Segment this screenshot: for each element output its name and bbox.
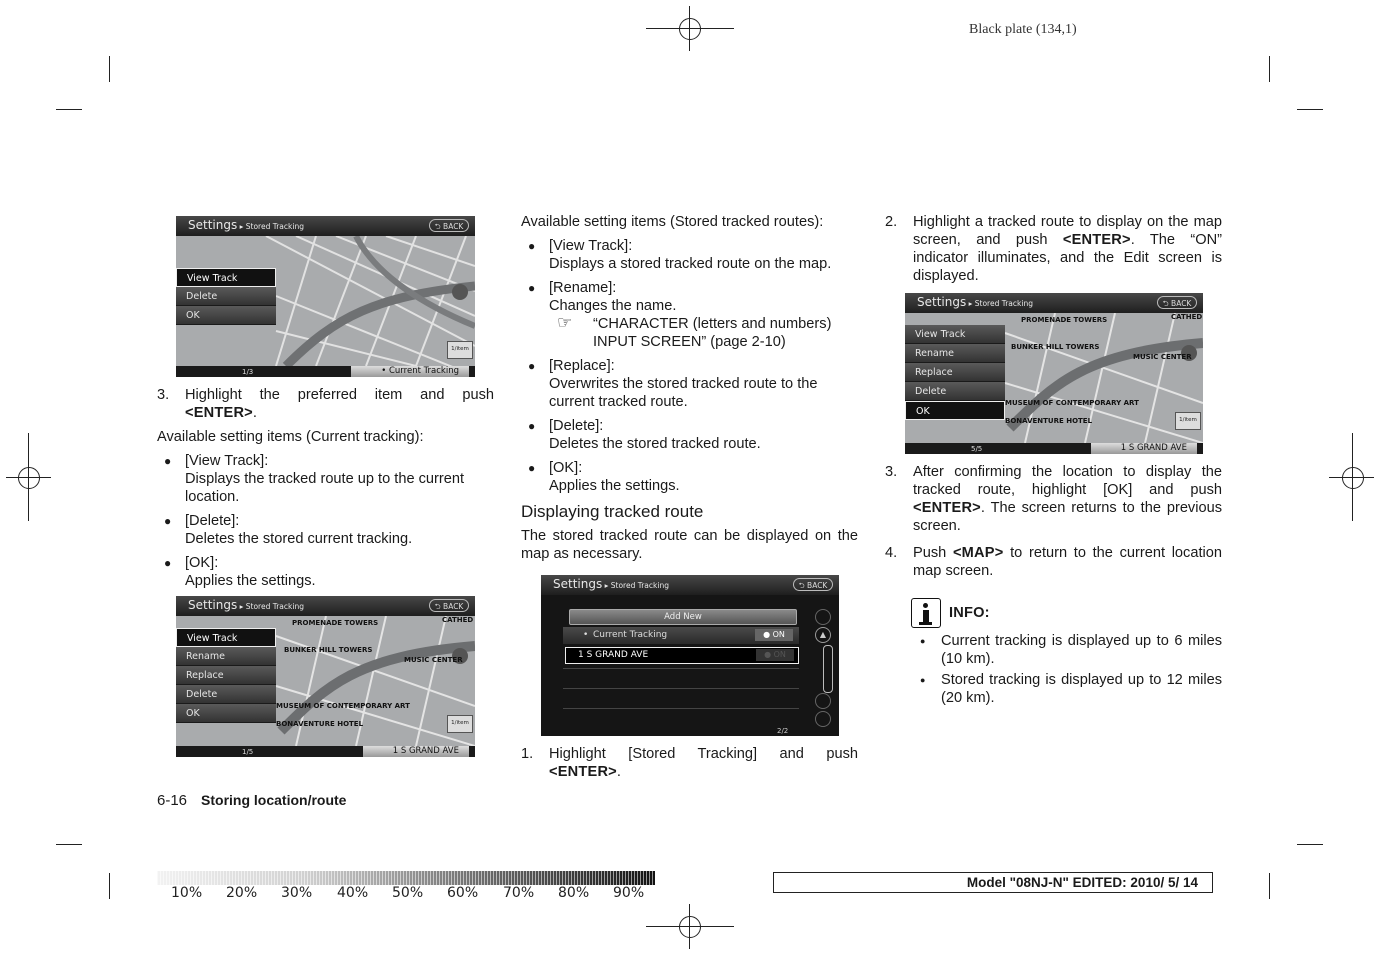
- menu-item-replace[interactable]: Replace: [176, 666, 276, 685]
- section-title: Storing location/route: [201, 792, 347, 808]
- menu-item-view-track[interactable]: View Track: [176, 268, 276, 287]
- column-2: [521, 213, 858, 563]
- step-3-stored: 3. After confirming the location to display the tracked route, highlight [OK] and push <ENTER>. The screen returns to the previous screen.: [885, 464, 1222, 534]
- reference-link[interactable]: “CHARACTER (letters and numbers) INPUT SCREEN” (page 2-10): [593, 316, 832, 350]
- screen-title: Settings: [188, 218, 238, 232]
- info-item: ● Current tracking is displayed up to 6 miles (10 km).: [920, 633, 1222, 667]
- list-row-selected[interactable]: 1 S GRAND AVE ● ON: [565, 647, 799, 664]
- column-3-bottom: [885, 463, 1222, 707]
- screen-header: Settings ▸ Stored Tracking ⮌ BACK: [176, 216, 475, 236]
- info-icon: [911, 598, 941, 628]
- menu-item-view-track[interactable]: View Track: [905, 325, 1005, 344]
- scale-label: 20%: [226, 885, 258, 901]
- scale-label: 60%: [447, 885, 479, 901]
- column-1: [157, 386, 494, 590]
- scroll-up-icon[interactable]: ▲: [815, 627, 831, 643]
- on-indicator: ● ON: [756, 649, 794, 661]
- info-item: ● Stored tracking is displayed up to 12 miles (20 km).: [920, 672, 1222, 706]
- screen-header: Settings ▸ Stored Tracking ⮌ BACK: [176, 596, 475, 616]
- scale-label: 30%: [281, 885, 313, 901]
- screen-stored-track-menu: [176, 596, 475, 757]
- list-separator: [563, 668, 799, 669]
- item-icon: 1/item: [447, 715, 473, 733]
- density-scale: [157, 885, 655, 903]
- menu-item-ok[interactable]: OK: [905, 401, 1005, 420]
- section-heading: Displaying tracked route: [521, 502, 704, 521]
- page-indicator: 1/5: [242, 748, 254, 756]
- add-new-button[interactable]: Add New: [569, 609, 797, 625]
- list-separator: [563, 688, 799, 689]
- menu-item-delete[interactable]: Delete: [176, 685, 276, 704]
- scale-label: 90%: [613, 885, 645, 901]
- back-button[interactable]: ⮌ BACK: [793, 578, 833, 591]
- scale-label: 70%: [503, 885, 535, 901]
- map-label: BONAVENTURE HOTEL: [1005, 417, 1093, 425]
- menu-item-view-track[interactable]: View Track: [176, 628, 276, 647]
- screen-menu: [176, 268, 276, 325]
- plate-label: Black plate (134,1): [969, 22, 1077, 37]
- map-label: CATHED: [442, 616, 474, 624]
- map-label: BONAVENTURE HOTEL: [276, 720, 364, 728]
- step-3-current: 3. Highlight the preferred item and push <ENTER>.: [157, 387, 494, 421]
- map-label: MUSIC CENTER: [404, 656, 463, 664]
- screen-title: Settings: [917, 295, 967, 309]
- map-label: PROMENADE TOWERS: [292, 619, 379, 627]
- list-item: ● [Rename]: Changes the name. ☞ “CHARACTER (letters and numbers) INPUT SCREEN” (page 2-10): [521, 279, 858, 351]
- screen-menu: [176, 628, 276, 723]
- scrollbar[interactable]: [823, 645, 833, 693]
- page-indicator: 5/5: [971, 445, 983, 453]
- item-icon: 1/item: [447, 341, 473, 359]
- screen-current-tracking-menu: [176, 216, 475, 377]
- step-2: 2. Highlight a tracked route to display on the map screen, and push <ENTER>. The “ON” indicator illuminates, and the Edit screen is displayed.: [885, 214, 1222, 284]
- page-indicator: 2/2: [777, 727, 789, 735]
- map-label: MUSIC CENTER: [1133, 353, 1192, 361]
- back-arrow-icon: ⮌: [434, 602, 444, 611]
- screen-subtitle: Stored Tracking: [245, 222, 304, 231]
- screen-footer: [905, 443, 1203, 454]
- screen-header: Settings ▸ Stored Tracking ⮌ BACK: [905, 293, 1203, 313]
- step-4: 4. Push <MAP> to return to the current location map screen.: [885, 545, 1222, 579]
- screen-menu: [905, 325, 1005, 420]
- screen-title: Settings: [188, 598, 238, 612]
- info-header: INFO:: [911, 598, 1222, 628]
- map-label: PROMENADE TOWERS: [1021, 316, 1108, 324]
- page-indicator: 1/3: [242, 368, 254, 376]
- scroll-bottom-icon[interactable]: [815, 711, 831, 727]
- back-button[interactable]: ⮌ BACK: [1157, 296, 1197, 309]
- map-caption: • Current Tracking: [351, 366, 469, 377]
- screen-subtitle: Stored Tracking: [974, 299, 1033, 308]
- page-footer: [157, 792, 346, 809]
- on-indicator: ● ON: [755, 629, 793, 641]
- menu-item-rename[interactable]: Rename: [176, 647, 276, 666]
- back-button[interactable]: ⮌ BACK: [429, 219, 469, 232]
- back-button[interactable]: ⮌ BACK: [429, 599, 469, 612]
- scale-label: 80%: [558, 885, 590, 901]
- available-items-stored: Available setting items (Stored tracked routes):: [521, 214, 824, 230]
- list-item: ● [OK]: Applies the settings.: [528, 460, 680, 494]
- screen-title: Settings: [553, 577, 603, 591]
- step-1: 1. Highlight [Stored Tracking] and push <ENTER>.: [521, 746, 858, 780]
- map-label: MUSEUM OF CONTEMPORARY ART: [276, 702, 410, 710]
- column-2-step: [521, 745, 858, 781]
- list-item: ● [View Track]: Displays the tracked route up to the current location.: [164, 453, 465, 505]
- list-item: ● [Delete]: Deletes the stored tracked route.: [528, 418, 761, 452]
- back-arrow-icon: ⮌: [434, 222, 444, 231]
- screen-header: Settings ▸ Stored Tracking ⮌ BACK: [541, 575, 839, 595]
- screen-edit-menu: [905, 293, 1203, 454]
- menu-item-rename[interactable]: Rename: [905, 344, 1005, 363]
- list-item: ● [OK]: Applies the settings.: [164, 555, 316, 589]
- menu-item-delete[interactable]: Delete: [905, 382, 1005, 401]
- scale-label: 40%: [337, 885, 369, 901]
- screen-footer: [176, 746, 475, 757]
- map-label: CATHED: [1171, 313, 1203, 321]
- map-caption: 1 S GRAND AVE: [1091, 443, 1197, 454]
- menu-item-ok[interactable]: OK: [176, 306, 276, 325]
- screen-subtitle: Stored Tracking: [245, 602, 304, 611]
- map-caption: 1 S GRAND AVE: [363, 746, 469, 757]
- list-item: ● [Delete]: Deletes the stored current tracking.: [164, 513, 413, 547]
- screen-subtitle: Stored Tracking: [610, 581, 669, 590]
- scroll-down-icon[interactable]: [815, 693, 831, 709]
- column-3-top: [885, 213, 1222, 285]
- map-label: BUNKER HILL TOWERS: [1011, 343, 1100, 351]
- back-arrow-icon: ⮌: [1162, 299, 1172, 308]
- map-label: BUNKER HILL TOWERS: [284, 646, 373, 654]
- page-reference: [557, 315, 858, 351]
- list-item: ● [View Track]: Displays a stored tracked route on the map.: [528, 238, 832, 272]
- list-item: ● [Replace]: Overwrites the stored tracked route to the current tracked route.: [528, 358, 818, 410]
- list-row[interactable]: Current Tracking • ● ON: [563, 627, 799, 644]
- page-number: 6-16: [157, 792, 188, 809]
- menu-item-ok[interactable]: OK: [176, 704, 276, 723]
- available-items-current: Available setting items (Current tracking):: [157, 429, 424, 445]
- map-label: MUSEUM OF CONTEMPORARY ART: [1005, 399, 1139, 407]
- scroll-up-button[interactable]: [815, 609, 831, 625]
- scale-label: 50%: [392, 885, 424, 901]
- scale-label: 10%: [171, 885, 203, 901]
- section-intro: The stored tracked route can be displayed on the map as necessary.: [521, 528, 858, 562]
- item-icon: 1/item: [1175, 412, 1201, 430]
- density-gradient-bar: [157, 871, 655, 885]
- screen-footer: [176, 366, 475, 377]
- hand-pointer-icon: ☞: [557, 313, 573, 332]
- list-separator: [563, 708, 799, 709]
- back-arrow-icon: ⮌: [798, 581, 808, 590]
- screen-stored-tracking-list: [541, 575, 839, 736]
- model-edit-stamp: Model "08NJ-N" EDITED: 2010/ 5/ 14: [773, 872, 1213, 893]
- menu-item-replace[interactable]: Replace: [905, 363, 1005, 382]
- menu-item-delete[interactable]: Delete: [176, 287, 276, 306]
